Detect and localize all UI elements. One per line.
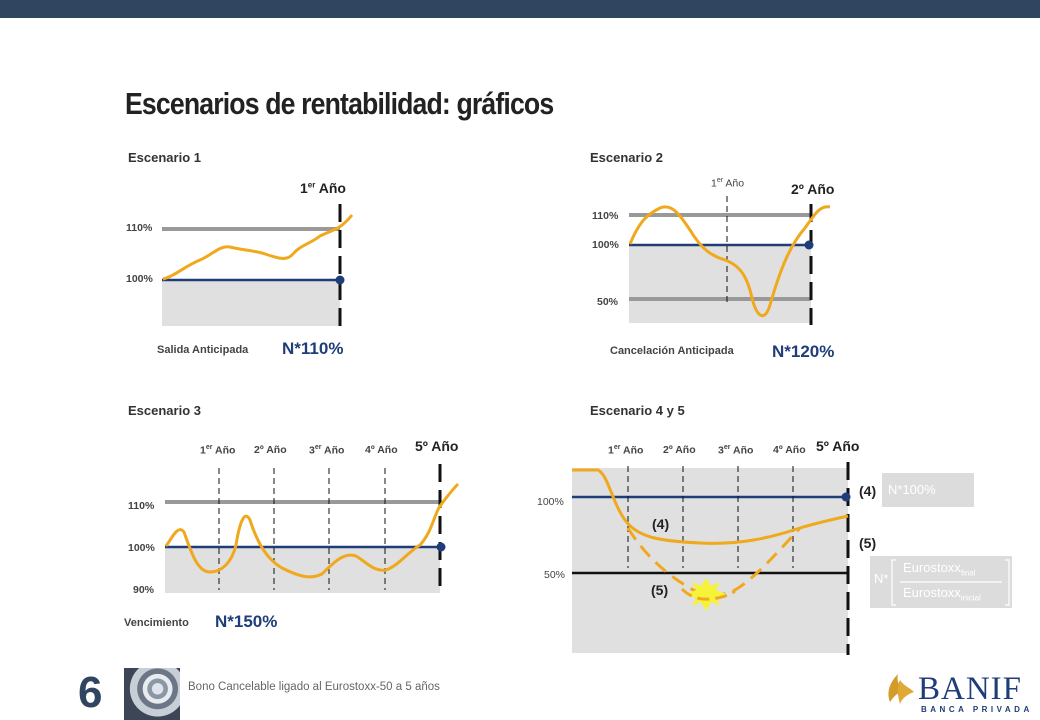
brand-subtitle: BANCA PRIVADA <box>921 705 1033 714</box>
banif-logo-icon <box>880 672 916 706</box>
scenario-45-year1-label: 1er Año <box>608 444 644 457</box>
scenario-2-exit-point <box>805 241 814 250</box>
scenario-2-year1-label: 1er Año <box>711 177 745 190</box>
scenario-3-final-year-label: 5º Año <box>415 438 459 454</box>
scenario-45-pct-50: 50% <box>544 569 566 581</box>
scenario-2-result: N*120% <box>772 342 835 361</box>
scenario-45-curve-4-label: (4) <box>652 516 670 532</box>
scenario-2-pct-100: 100% <box>592 239 619 251</box>
case-4-formula: N*100% <box>888 482 936 497</box>
scenario-1-year-label: 1er Año <box>300 180 346 196</box>
scenario-3-label: Escenario 3 <box>128 403 201 418</box>
document-title: Bono Cancelable ligado al Eurostoxx-50 a 5 años <box>188 681 440 693</box>
brand-name: BANIF <box>918 671 1023 707</box>
case-4-label: (4) <box>859 483 877 499</box>
scenario-45-maturity-point <box>842 493 851 502</box>
scenario-3-maturity-point <box>437 543 446 552</box>
scenario-1-exit-point <box>336 276 345 285</box>
scenario-3-year3-label: 3er Año <box>309 444 345 457</box>
scenario-45-final-year-label: 5º Año <box>816 438 860 454</box>
page-title: Escenarios de rentabilidad: gráficos <box>125 86 554 121</box>
scenario-3-year1-label: 1er Año <box>200 444 236 457</box>
scenario-1-pct-100: 100% <box>126 273 153 285</box>
case-5-denominator: Eurostoxx$_{inicial}$ <box>903 585 981 603</box>
case-5-formula-prefix: N* <box>874 571 889 586</box>
scenario-2-year2-label: 2º Año <box>791 181 835 197</box>
scenario-3-year4-label: 4º Año <box>365 444 398 456</box>
scenario-3-pct-90: 90% <box>133 584 155 596</box>
scenario-3-caption: Vencimiento <box>124 617 189 629</box>
scenario-1-result: N*110% <box>282 339 344 358</box>
scenario-1-pct-110: 110% <box>126 222 153 234</box>
case-4-formula-box <box>882 473 974 507</box>
page-number: 6 <box>78 668 103 717</box>
case-5-label: (5) <box>859 535 877 551</box>
scenario-45-curve-5-label: (5) <box>651 582 669 598</box>
scenario-2-caption: Cancelación Anticipada <box>610 345 734 357</box>
scenario-2-label: Escenario 2 <box>590 150 663 165</box>
scenario-1-curve <box>163 215 352 279</box>
case-5-numerator: Eurostoxx$_{final}$ <box>903 560 976 578</box>
scenario-1-label: Escenario 1 <box>128 150 201 165</box>
scenario-2-pct-110: 110% <box>592 210 619 222</box>
scenario-3-pct-100: 100% <box>128 542 155 554</box>
footer-building-image <box>124 668 180 720</box>
scenario-45-label: Escenario 4 y 5 <box>590 403 685 418</box>
scenario-1-caption: Salida Anticipada <box>157 344 249 356</box>
scenario-3-result: N*150% <box>215 612 278 631</box>
scenario-45-chart <box>572 462 851 655</box>
scenario-1-band <box>162 280 340 326</box>
scenario-45-year2-label: 2º Año <box>663 444 696 456</box>
scenario-45-pct-100: 100% <box>537 496 564 508</box>
scenario-45-year3-label: 3er Año <box>718 444 754 457</box>
scenario-3-pct-110: 110% <box>128 500 155 512</box>
scenario-3-chart <box>165 464 458 593</box>
scenario-2-chart <box>629 196 830 325</box>
scenario-3-year2-label: 2º Año <box>254 444 287 456</box>
scenario-1-chart <box>162 204 352 326</box>
scenario-45-year4-label: 4º Año <box>773 444 806 456</box>
scenario-2-pct-50: 50% <box>597 296 619 308</box>
